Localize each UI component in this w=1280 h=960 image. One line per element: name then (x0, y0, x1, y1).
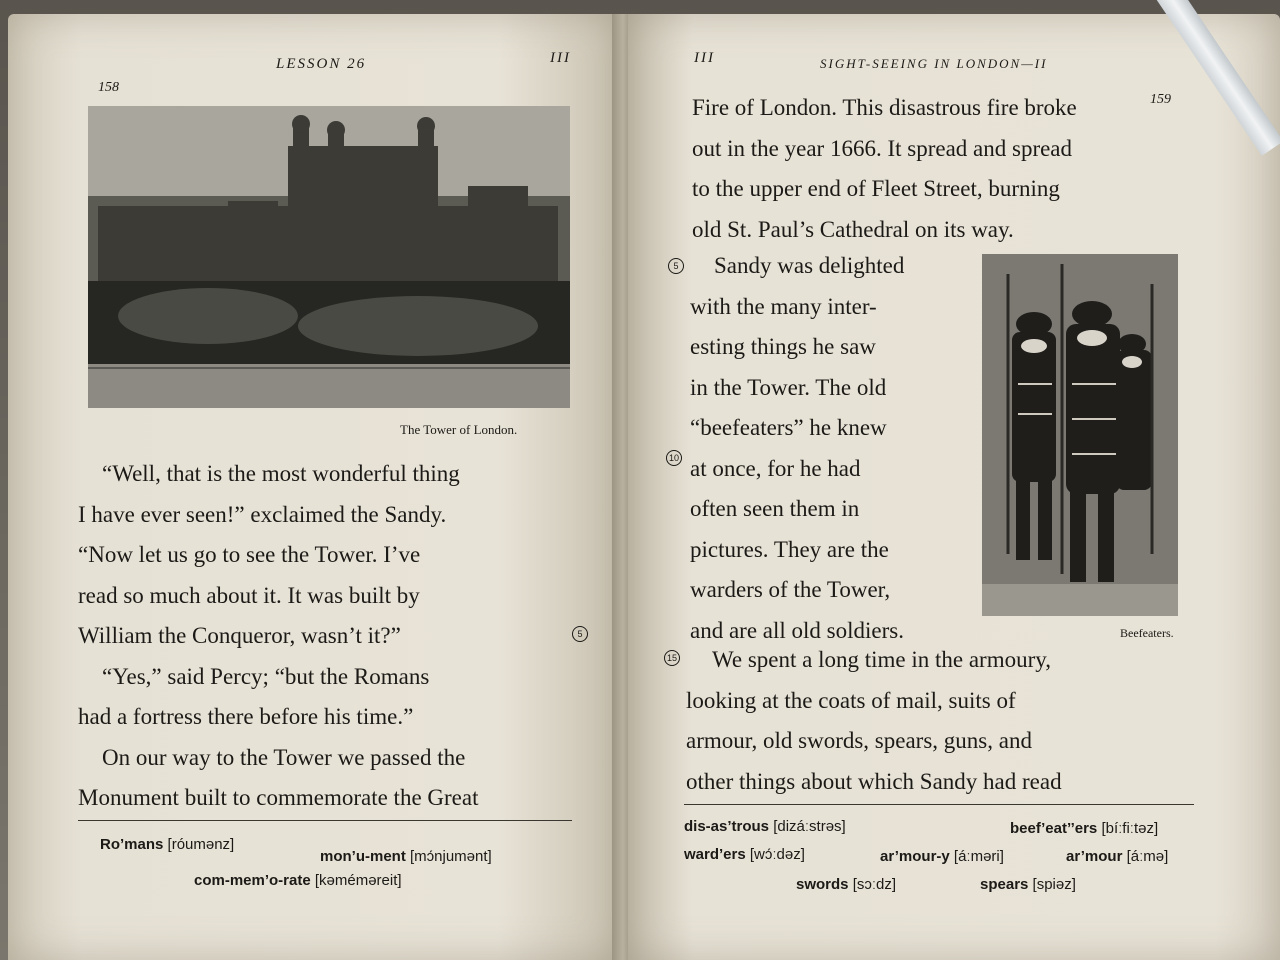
footnote-rule (684, 804, 1194, 805)
vocab-entry (1010, 820, 1158, 837)
text-line: “Well, that is the most wonderful thing (102, 461, 460, 486)
text-line: William the Conqueror, wasn’t it?” (78, 623, 401, 648)
vocab-ipa: [sɔːdz] (852, 876, 897, 893)
vocab-word: spears (980, 876, 1029, 893)
vocab-entry (320, 848, 492, 865)
text-line: On our way to the Tower we passed the (102, 744, 466, 770)
vocab-ipa: [kəmémәreit] (314, 872, 402, 889)
text-line: in the Tower. The old (690, 374, 887, 400)
vocab-word: ar’mour-y (880, 848, 950, 865)
vocab-word: ward’ers (684, 846, 746, 863)
vocab-ipa: [róumənz] (167, 836, 235, 853)
vocab-word: dis-as’trous (684, 818, 770, 835)
footnote-rule (78, 820, 572, 821)
line-marker: 5 (668, 258, 684, 274)
vocab-word: beef’eat’’ers (1010, 820, 1098, 837)
vocab-word: swords (796, 876, 849, 893)
vocab-word: mon’u-ment (320, 848, 406, 865)
text-line: at once, for he had (690, 455, 861, 481)
beefeaters-illustration (982, 254, 1178, 616)
text-line: esting things he saw (690, 334, 876, 359)
text-line: to the upper end of Fleet Street, burning (692, 176, 1060, 201)
left-body-text (78, 454, 478, 819)
text-line: looking at the coats of mail, suits of (686, 687, 1016, 713)
text-line: and are all old soldiers. (690, 617, 904, 643)
vocab-ipa: [bíːfiːtəz] (1101, 820, 1159, 837)
text-line: old St. Paul’s Cathedral on its way. (692, 216, 1014, 242)
vocab-ipa: [áːməri] (953, 848, 1004, 865)
right-top-text (692, 88, 1077, 250)
beefeaters-photo-caption: Beefeaters. (1120, 626, 1174, 640)
vocab-entry (684, 818, 846, 835)
right-part-number: III (694, 50, 715, 66)
left-running-head: LESSON 26 (276, 56, 367, 72)
text-line: often seen them in (690, 496, 860, 521)
line-marker: 15 (664, 650, 680, 666)
vocab-ipa: [dizáːstrəs] (773, 818, 846, 835)
right-bottom-text (686, 640, 1062, 802)
left-page (8, 14, 620, 960)
vocab-ipa: [mɔ́njumənt] (410, 848, 492, 865)
vocab-word: Ro’mans (100, 836, 164, 853)
vocab-entry (1066, 848, 1168, 865)
text-line: I have ever seen!” exclaimed the Sandy. (78, 501, 447, 527)
text-line: out in the year 1666. It spread and spread (692, 135, 1073, 161)
vocab-word: ar’mour (1066, 848, 1123, 865)
right-page-number: 159 (1150, 92, 1171, 107)
line-marker: 5 (572, 626, 588, 642)
tower-photo-illustration (88, 106, 570, 408)
right-column-text (690, 246, 904, 651)
beefeaters-photo (982, 254, 1178, 616)
text-line: had a fortress there before his time.” (78, 704, 414, 729)
left-part-number: III (550, 50, 571, 66)
vocab-entry (100, 836, 234, 853)
vocab-ipa: [wɔ́ːdəz] (749, 846, 805, 863)
vocab-entry (684, 846, 805, 863)
vocab-entry (796, 876, 896, 893)
text-line: “Yes,” said Percy; “but the Romans (102, 663, 430, 689)
text-line: Sandy was delighted (714, 253, 905, 278)
tower-of-london-photo (88, 106, 570, 408)
text-line: Monument built to commemorate the Great (78, 785, 479, 810)
text-line: armour, old swords, spears, guns, and (686, 728, 1032, 753)
text-line: We spent a long time in the armoury, (712, 647, 1052, 672)
line-marker: 10 (666, 450, 682, 466)
text-line: other things about which Sandy had read (686, 768, 1062, 794)
text-line: “Now let us go to see the Tower. I’ve (78, 542, 421, 567)
right-page (628, 14, 1280, 960)
tower-photo-caption: The Tower of London. (400, 422, 518, 437)
text-line: warders of the Tower, (690, 577, 891, 602)
text-line: “beefeaters” he knew (690, 415, 887, 440)
vocab-ipa: [áːmə] (1126, 848, 1169, 865)
vocab-word: com-mem’o-rate (194, 872, 311, 889)
vocab-entry (194, 872, 402, 889)
text-line: with the many inter- (690, 293, 877, 319)
left-page-number: 158 (98, 80, 119, 95)
text-line: read so much about it. It was built by (78, 582, 420, 608)
text-line: Fire of London. This disastrous fire broke (692, 95, 1077, 120)
vocab-entry (980, 876, 1076, 893)
text-line: pictures. They are the (690, 536, 889, 562)
right-running-head: SIGHT-SEEING IN LONDON—II (820, 56, 1048, 71)
vocab-entry (880, 848, 1004, 865)
vocab-ipa: [spiəz] (1032, 876, 1076, 893)
